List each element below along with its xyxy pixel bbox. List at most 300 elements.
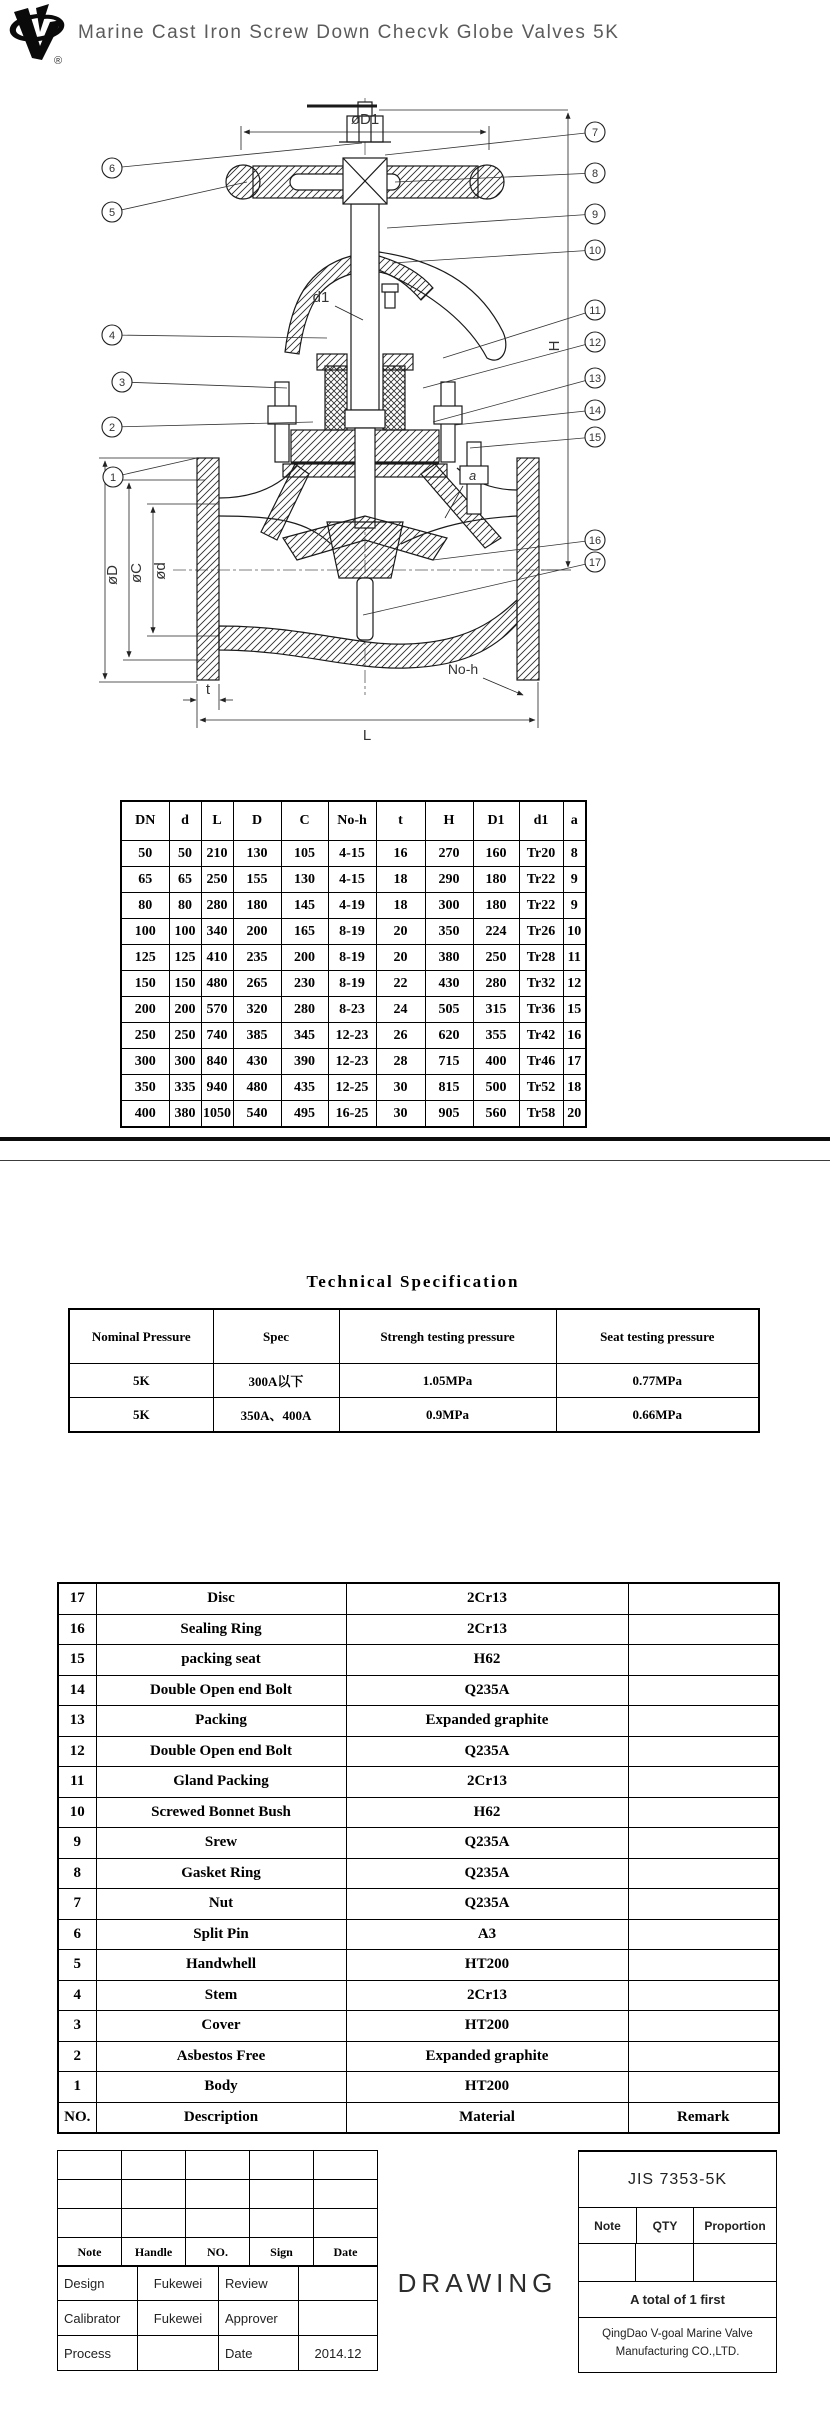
sheet-total-note: A total of 1 first (579, 2281, 776, 2317)
table-cell: Tr52 (519, 1075, 563, 1101)
table-cell: 495 (281, 1101, 328, 1128)
table-cell: Calibrator (58, 2301, 138, 2336)
table-cell: Approver (219, 2301, 299, 2336)
table-cell: 8-19 (328, 971, 376, 997)
table-cell: Gland Packing (96, 1767, 346, 1798)
table-row (121, 841, 586, 867)
table-cell: Tr42 (519, 1023, 563, 1049)
table-cell: 12-23 (328, 1023, 376, 1049)
table-row (58, 2041, 779, 2072)
qty-header-proportion: Proportion (693, 2208, 776, 2243)
table-cell: 3 (58, 2011, 96, 2042)
table-row (69, 1398, 759, 1433)
table-row (58, 1980, 779, 2011)
table-cell: 30 (376, 1075, 425, 1101)
dim-label-oC: øC (128, 563, 145, 583)
table-cell: 4-19 (328, 893, 376, 919)
table-cell: 180 (473, 867, 519, 893)
qty-header-qty: QTY (636, 2208, 693, 2243)
table-row (121, 1075, 586, 1101)
table-cell: 11 (58, 1767, 96, 1798)
table-cell: 224 (473, 919, 519, 945)
title-block-right (578, 2150, 777, 2373)
parts-list-footer (58, 2102, 779, 2133)
table-cell: 265 (233, 971, 281, 997)
table-header-cell: Nominal Pressure (69, 1309, 213, 1364)
svg-text:13: 13 (588, 373, 602, 385)
table-cell: Sign (250, 2238, 314, 2267)
table-cell (628, 1675, 779, 1706)
svg-text:1: 1 (109, 472, 117, 484)
callout-3 (112, 372, 287, 392)
table-cell: 840 (201, 1049, 233, 1075)
table-cell: 20 (376, 919, 425, 945)
table-cell: 300 (121, 1049, 169, 1075)
qty-header-note: Note (594, 2218, 621, 2233)
table-cell: 345 (281, 1023, 328, 1049)
table-cell: 26 (376, 1023, 425, 1049)
table-cell: 150 (169, 971, 201, 997)
table-cell (122, 2151, 186, 2180)
table-cell: 1.05MPa (339, 1364, 556, 1398)
table-cell (250, 2151, 314, 2180)
qty-empty-row (579, 2243, 776, 2281)
table-cell: 180 (473, 893, 519, 919)
table-cell: 355 (473, 1023, 519, 1049)
table-cell: 5 (58, 1950, 96, 1981)
dimension-table-header (121, 801, 586, 841)
table-cell: 65 (169, 867, 201, 893)
callout-5 (102, 182, 247, 222)
table-cell: 10 (58, 1797, 96, 1828)
table-row (58, 1797, 779, 1828)
table-cell: 9 (58, 1828, 96, 1859)
table-cell (58, 2151, 122, 2180)
table-cell: Tr32 (519, 971, 563, 997)
table-cell: 250 (169, 1023, 201, 1049)
table-cell: 300 (169, 1049, 201, 1075)
table-header-cell: d1 (519, 801, 563, 841)
dim-label-oD: øD (104, 565, 121, 585)
svg-text:2: 2 (108, 422, 116, 434)
callout-10 (392, 240, 605, 263)
table-cell: 24 (376, 997, 425, 1023)
table-header-cell: Strengh testing pressure (339, 1309, 556, 1364)
table-cell: 4-15 (328, 867, 376, 893)
table-cell: 12-25 (328, 1075, 376, 1101)
table-cell: 290 (425, 867, 473, 893)
table-cell: H62 (346, 1645, 628, 1676)
svg-text:9: 9 (591, 209, 599, 221)
svg-text:5: 5 (108, 207, 116, 219)
table-cell: 10 (563, 919, 586, 945)
table-cell: 250 (201, 867, 233, 893)
table-cell (250, 2209, 314, 2238)
section-separator-thick (0, 1137, 830, 1141)
table-cell: 160 (473, 841, 519, 867)
table-cell: 385 (233, 1023, 281, 1049)
table-cell: Date (314, 2238, 378, 2267)
table-cell: 100 (121, 919, 169, 945)
table-cell (628, 1950, 779, 1981)
table-cell: 180 (233, 893, 281, 919)
table-cell: 620 (425, 1023, 473, 1049)
table-cell: 0.9MPa (339, 1398, 556, 1433)
table-cell: 400 (473, 1049, 519, 1075)
table-cell: 430 (425, 971, 473, 997)
table-cell: 16 (563, 1023, 586, 1049)
table-cell: Expanded graphite (346, 2041, 628, 2072)
table-header-cell: DN (121, 801, 169, 841)
table-cell: 200 (121, 997, 169, 1023)
table-cell: 130 (233, 841, 281, 867)
svg-text:10: 10 (588, 245, 602, 257)
table-row (121, 945, 586, 971)
table-cell: H62 (346, 1797, 628, 1828)
table-cell: 4-15 (328, 841, 376, 867)
table-cell: 0.66MPa (556, 1398, 759, 1433)
title-block-signatures (57, 2265, 378, 2371)
standard-number: JIS 7353-5K (627, 2170, 728, 2188)
table-cell: Date (219, 2336, 299, 2371)
table-cell: 2Cr13 (346, 1614, 628, 1645)
svg-text:17: 17 (588, 557, 602, 569)
table-cell: Nut (96, 1889, 346, 1920)
table-cell: 230 (281, 971, 328, 997)
table-cell: Tr58 (519, 1101, 563, 1128)
table-cell: 105 (281, 841, 328, 867)
table-cell: Split Pin (96, 1919, 346, 1950)
page-header (0, 0, 830, 70)
company-name (579, 2317, 776, 2369)
table-row (121, 867, 586, 893)
table-cell: 200 (233, 919, 281, 945)
table-cell: 570 (201, 997, 233, 1023)
table-cell: 210 (201, 841, 233, 867)
table-cell: 65 (121, 867, 169, 893)
table-cell: 380 (425, 945, 473, 971)
table-cell: 165 (281, 919, 328, 945)
table-header-cell: D1 (473, 801, 519, 841)
table-row (58, 2336, 378, 2371)
table-cell: 200 (169, 997, 201, 1023)
table-cell: 350A、400A (213, 1398, 339, 1433)
callout-11 (443, 300, 605, 358)
callout-1 (103, 458, 197, 487)
callout-14 (455, 400, 605, 425)
table-cell: Tr22 (519, 893, 563, 919)
table-row (58, 2301, 378, 2336)
company-name-line2: Manufacturing CO.,LTD. (615, 2345, 740, 2358)
table-row (58, 2011, 779, 2042)
table-cell (250, 2180, 314, 2209)
table-cell: Sealing Ring (96, 1614, 346, 1645)
table-cell (628, 1980, 779, 2011)
table-cell: Tr22 (519, 867, 563, 893)
table-header-cell: H (425, 801, 473, 841)
svg-text:14: 14 (588, 405, 602, 417)
table-cell: 280 (281, 997, 328, 1023)
table-row (58, 1828, 779, 1859)
table-cell: 155 (233, 867, 281, 893)
table-row (121, 893, 586, 919)
table-header-cell: No-h (328, 801, 376, 841)
table-cell: 1050 (201, 1101, 233, 1128)
table-cell (186, 2209, 250, 2238)
table-cell: 20 (563, 1101, 586, 1128)
table-row (58, 1614, 779, 1645)
table-cell: Review (219, 2266, 299, 2301)
svg-text:3: 3 (118, 377, 126, 389)
page-title: Marine Cast Iron Screw Down Checvk Globe Valves 5K (78, 22, 620, 43)
table-row (58, 1736, 779, 1767)
table-cell: 2 (58, 2041, 96, 2072)
table-cell: 480 (233, 1075, 281, 1101)
parts-list-table (57, 1582, 780, 2134)
table-cell (628, 2072, 779, 2103)
table-cell: 100 (169, 919, 201, 945)
table-cell: 50 (121, 841, 169, 867)
table-cell: 540 (233, 1101, 281, 1128)
table-row (58, 2209, 378, 2238)
valve-cross-section-drawing (55, 70, 615, 755)
dim-label-t: t (205, 681, 211, 698)
table-header-cell: D (233, 801, 281, 841)
table-cell: Srew (96, 1828, 346, 1859)
table-row (58, 1645, 779, 1676)
table-cell: 505 (425, 997, 473, 1023)
table-cell: 235 (233, 945, 281, 971)
svg-text:8: 8 (591, 168, 599, 180)
table-cell: 430 (233, 1049, 281, 1075)
table-cell: 560 (473, 1101, 519, 1128)
table-cell: 335 (169, 1075, 201, 1101)
spec-table (68, 1308, 760, 1433)
title-block (57, 2150, 776, 2372)
table-cell: 15 (58, 1645, 96, 1676)
table-cell: 940 (201, 1075, 233, 1101)
table-cell: Cover (96, 2011, 346, 2042)
dim-label-a: a (469, 468, 477, 483)
table-row (58, 1767, 779, 1798)
table-cell (628, 2011, 779, 2042)
table-row (58, 2238, 378, 2267)
table-header-cell: Description (96, 2102, 346, 2133)
table-cell (138, 2336, 219, 2371)
spec-section-title: Technical Specification (306, 1272, 520, 1291)
table-cell: 125 (121, 945, 169, 971)
table-cell: Note (58, 2238, 122, 2267)
table-cell: Q235A (346, 1858, 628, 1889)
table-row (58, 1675, 779, 1706)
table-cell: 250 (121, 1023, 169, 1049)
dim-label-od: ød (152, 562, 169, 580)
table-cell: 20 (376, 945, 425, 971)
table-cell (628, 1767, 779, 1798)
table-cell: Body (96, 2072, 346, 2103)
table-cell (186, 2151, 250, 2180)
table-cell: Gasket Ring (96, 1858, 346, 1889)
table-cell: A3 (346, 1919, 628, 1950)
table-cell (314, 2180, 378, 2209)
svg-text:15: 15 (588, 432, 602, 444)
table-cell: 380 (169, 1101, 201, 1128)
table-header-cell: t (376, 801, 425, 841)
table-row (121, 919, 586, 945)
table-header-cell: NO. (58, 2102, 96, 2133)
table-header-cell: Remark (628, 2102, 779, 2133)
table-cell: 2Cr13 (346, 1767, 628, 1798)
table-cell: 280 (473, 971, 519, 997)
table-row (58, 1583, 779, 1614)
table-cell: 30 (376, 1101, 425, 1128)
table-cell: 5K (69, 1364, 213, 1398)
table-cell (628, 1583, 779, 1614)
table-cell: 22 (376, 971, 425, 997)
table-cell (122, 2180, 186, 2209)
table-cell: 16-25 (328, 1101, 376, 1128)
table-cell: 7 (58, 1889, 96, 1920)
table-cell: Q235A (346, 1736, 628, 1767)
table-cell (628, 1706, 779, 1737)
table-cell (628, 1736, 779, 1767)
table-cell: HT200 (346, 1950, 628, 1981)
table-row (58, 1889, 779, 1920)
table-cell: 480 (201, 971, 233, 997)
table-cell: 315 (473, 997, 519, 1023)
table-cell: 125 (169, 945, 201, 971)
table-cell: Double Open end Bolt (96, 1736, 346, 1767)
table-cell: 17 (58, 1583, 96, 1614)
svg-text:4: 4 (108, 330, 116, 342)
table-cell: 1 (58, 2072, 96, 2103)
table-cell: 150 (121, 971, 169, 997)
table-cell (299, 2266, 378, 2301)
table-cell: 11 (563, 945, 586, 971)
table-cell: 5K (69, 1398, 213, 1433)
table-cell: 250 (473, 945, 519, 971)
qty-header-row (579, 2207, 776, 2243)
table-cell (628, 1614, 779, 1645)
table-header-cell: Seat testing pressure (556, 1309, 759, 1364)
table-cell: 130 (281, 867, 328, 893)
table-cell: 2Cr13 (346, 1583, 628, 1614)
table-cell: 15 (563, 997, 586, 1023)
spec-table-header (69, 1309, 759, 1364)
company-name-line1: QingDao V-goal Marine Valve (602, 2328, 753, 2341)
table-cell: 8 (58, 1858, 96, 1889)
table-cell: 18 (563, 1075, 586, 1101)
table-cell: 390 (281, 1049, 328, 1075)
table-cell: Tr28 (519, 945, 563, 971)
table-cell: Q235A (346, 1889, 628, 1920)
svg-text:16: 16 (588, 535, 602, 547)
table-cell: Fukewei (138, 2266, 219, 2301)
table-row (58, 2180, 378, 2209)
table-cell: Fukewei (138, 2301, 219, 2336)
table-cell: 8 (563, 841, 586, 867)
table-cell: Expanded graphite (346, 1706, 628, 1737)
table-cell: 12 (58, 1736, 96, 1767)
table-cell (299, 2301, 378, 2336)
callout-9 (387, 204, 605, 228)
table-header-cell: d (169, 801, 201, 841)
table-cell (58, 2209, 122, 2238)
table-row (58, 1706, 779, 1737)
table-cell: 270 (425, 841, 473, 867)
table-cell (186, 2180, 250, 2209)
table-cell: 280 (201, 893, 233, 919)
table-cell: NO. (186, 2238, 250, 2267)
table-cell: 12-23 (328, 1049, 376, 1075)
table-row (121, 1049, 586, 1075)
table-row (121, 1101, 586, 1128)
valve-drawing-svg (55, 70, 615, 755)
table-cell: Q235A (346, 1828, 628, 1859)
table-cell: 18 (376, 867, 425, 893)
table-cell: 815 (425, 1075, 473, 1101)
table-cell (122, 2209, 186, 2238)
table-cell: HT200 (346, 2011, 628, 2042)
table-cell: HT200 (346, 2072, 628, 2103)
table-cell: Handwhell (96, 1950, 346, 1981)
callout-7 (385, 122, 605, 155)
table-row (58, 1919, 779, 1950)
section-separator-thin (0, 1160, 830, 1161)
table-cell: Tr36 (519, 997, 563, 1023)
table-row (58, 1950, 779, 1981)
table-cell: 16 (58, 1614, 96, 1645)
table-cell: Stem (96, 1980, 346, 2011)
table-row (121, 1023, 586, 1049)
svg-text:11: 11 (589, 305, 601, 317)
table-cell: 350 (121, 1075, 169, 1101)
table-cell: 340 (201, 919, 233, 945)
dim-label-d1: d1 (312, 289, 330, 306)
svg-text:7: 7 (591, 127, 599, 139)
table-cell: 9 (563, 893, 586, 919)
table-row (58, 1858, 779, 1889)
table-cell: 350 (425, 919, 473, 945)
title-block-grid (57, 2150, 378, 2267)
table-row (58, 2266, 378, 2301)
callout-12 (423, 332, 605, 388)
table-cell: 410 (201, 945, 233, 971)
table-cell: 2Cr13 (346, 1980, 628, 2011)
table-cell: Tr46 (519, 1049, 563, 1075)
table-cell: 8-23 (328, 997, 376, 1023)
dim-label-D1: øD1 (350, 111, 380, 128)
table-cell: 4 (58, 1980, 96, 2011)
table-header-cell: Material (346, 2102, 628, 2133)
table-row (69, 1364, 759, 1398)
table-cell: 12 (563, 971, 586, 997)
table-row (121, 971, 586, 997)
table-cell: Tr20 (519, 841, 563, 867)
table-cell: 13 (58, 1706, 96, 1737)
table-cell: 500 (473, 1075, 519, 1101)
dim-label-L: L (362, 727, 372, 744)
table-cell: 9 (563, 867, 586, 893)
table-cell: 435 (281, 1075, 328, 1101)
table-cell (628, 1797, 779, 1828)
table-cell: 6 (58, 1919, 96, 1950)
table-cell: 28 (376, 1049, 425, 1075)
table-cell: 2014.12 (299, 2336, 378, 2371)
table-cell: 17 (563, 1049, 586, 1075)
callout-17 (363, 552, 605, 615)
table-cell: 300 (425, 893, 473, 919)
